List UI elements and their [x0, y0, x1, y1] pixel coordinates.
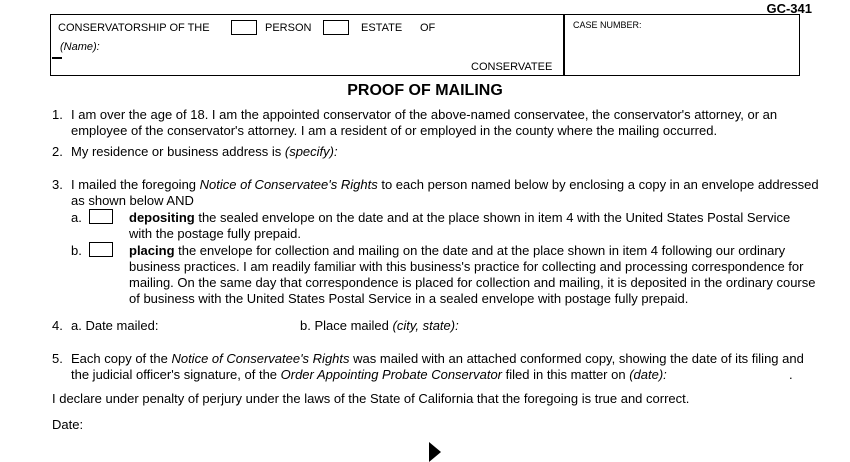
conservatee-label: CONSERVATEE: [471, 61, 553, 73]
item3-number: 3.: [52, 177, 63, 192]
item2-number: 2.: [52, 144, 63, 159]
item3b-rest: the envelope for collection and mailing on the date and at the place shown in item 4 following our ordinary: [174, 243, 786, 258]
item5-line2-a: the judicial officer's signature, of the: [71, 367, 281, 382]
place-mailed-text: b. Place mailed: [300, 318, 393, 333]
item5-date-label: (date):: [629, 367, 667, 382]
address-field[interactable]: [335, 142, 795, 162]
item3b-line3: mailing. On the same day that correspondence is placed for collection and mailing, it is deposited in the ordinary course: [129, 275, 816, 290]
date-mailed-field[interactable]: [162, 316, 292, 336]
place-mailed-label: [300, 318, 459, 334]
place-mailed-field[interactable]: [465, 316, 795, 336]
date-label: Date:: [52, 417, 84, 432]
estate-label: ESTATE: [361, 22, 403, 34]
item5-number: 5.: [52, 351, 63, 366]
item3b-bold: placing: [129, 243, 175, 258]
item3a-bold: depositing: [129, 210, 195, 225]
name-label: (Name):: [60, 41, 100, 53]
item3b-line2: business practices. I am readily familiar with this business's practice for collecting and processing correspondence for: [129, 259, 804, 274]
item3b-line4: of business with the United States Postal Service in a sealed envelope with postage fully prepaid.: [129, 291, 689, 306]
item3b-line1: [129, 243, 785, 259]
form-code: GC-341: [766, 1, 812, 16]
item3-line1: [71, 177, 819, 193]
item3-text-a: I mailed the foregoing: [71, 177, 200, 192]
item1-number: 1.: [52, 107, 63, 122]
item2-text: [71, 144, 338, 160]
case-number-divider: [563, 14, 565, 76]
item5-line2-b: filed in this matter on: [502, 367, 630, 382]
item3a-rest: the sealed envelope on the date and at the place shown in item 4 with the United States Postal Service: [194, 210, 791, 225]
item5-text-b: was mailed with an attached conformed copy, showing the date of its filing and: [349, 351, 804, 366]
of-label: OF: [420, 22, 436, 34]
item5-line2: [71, 367, 667, 383]
placing-checkbox[interactable]: [89, 242, 113, 257]
case-number-field[interactable]: [566, 32, 796, 72]
item2-specify: (specify):: [284, 144, 338, 159]
filing-date-field[interactable]: [645, 365, 785, 385]
item3-doc-title: Notice of Conservatee's Rights: [199, 177, 378, 192]
page-title: PROOF OF MAILING: [347, 82, 503, 99]
item4-number: 4.: [52, 318, 63, 333]
perjury-declaration: I declare under penalty of perjury under the laws of the State of California that the foregoing is true and correct.: [52, 391, 690, 406]
item3-text-b: to each person named below by enclosing a copy in an envelope addressed: [377, 177, 819, 192]
conservatorship-of-the-label: CONSERVATORSHIP OF THE: [58, 22, 210, 34]
person-checkbox[interactable]: [231, 20, 257, 35]
item5-doc1: Notice of Conservatee's Rights: [171, 351, 350, 366]
item5-period: .: [789, 367, 793, 382]
item1-line2: employee of the conservator's attorney. I am a resident of or employed in the county where the mailing occurred.: [71, 123, 718, 138]
person-label: PERSON: [265, 22, 312, 34]
case-number-label: CASE NUMBER:: [573, 20, 642, 30]
item5-doc2: Order Appointing Probate Conservator: [280, 367, 503, 382]
item3b-letter: b.: [71, 243, 82, 258]
date-field[interactable]: [90, 415, 290, 435]
item5-text-a: Each copy of the: [71, 351, 172, 366]
right-arrow-icon: [429, 442, 441, 462]
estate-checkbox[interactable]: [323, 20, 349, 35]
item3a-line1: [129, 210, 790, 226]
item1-line1: I am over the age of 18. I am the appointed conservator of the above-named conservatee, the conservator's attorney, or an: [71, 107, 778, 122]
item2-label: My residence or business address is: [71, 144, 285, 159]
item3a-letter: a.: [71, 210, 82, 225]
item3-line2: as shown below AND: [71, 193, 194, 208]
item3a-line2: with the postage fully prepaid.: [129, 226, 301, 241]
date-mailed-label: a. Date mailed:: [71, 318, 159, 333]
depositing-checkbox[interactable]: [89, 209, 113, 224]
place-mailed-city-state: (city, state):: [392, 318, 459, 333]
